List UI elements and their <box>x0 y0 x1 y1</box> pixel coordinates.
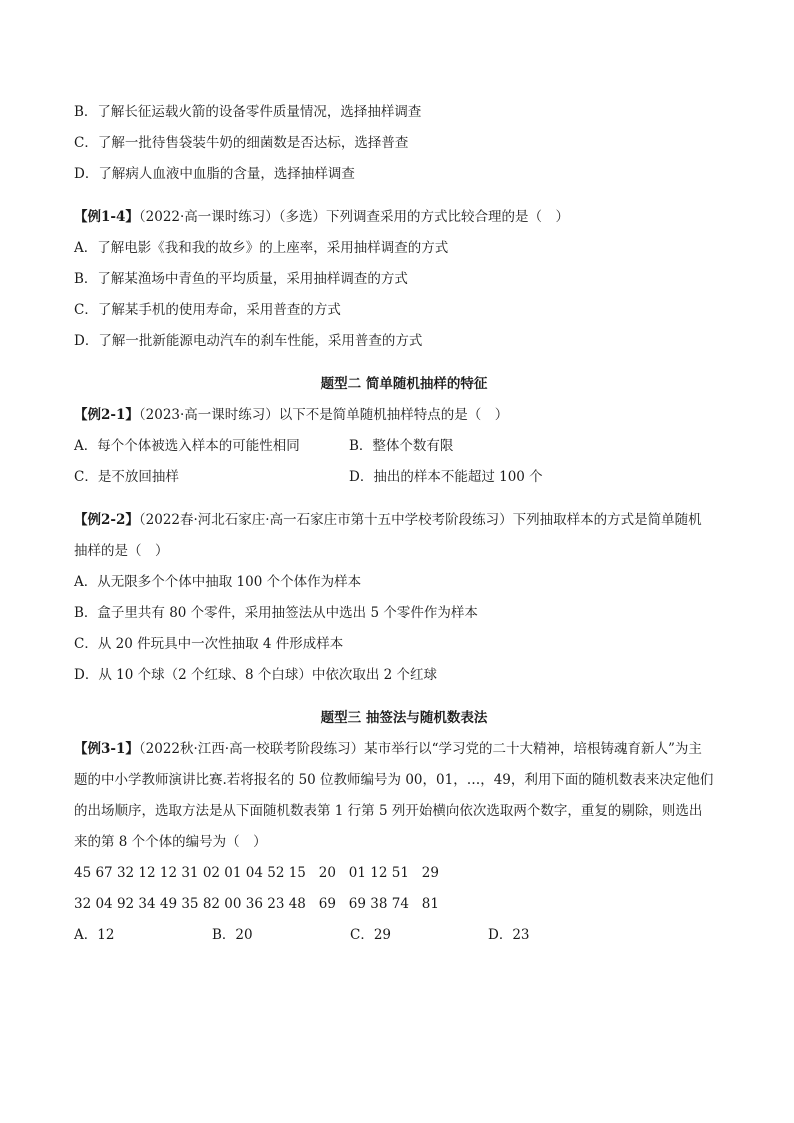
question-stem-line-4: 来的第 8 个个体的编号为（ ） <box>74 834 267 850</box>
example-tag: 【例3-1】 <box>74 741 139 757</box>
option-c: C．29 <box>350 927 392 943</box>
random-number-table-row-2: 32 04 92 34 49 35 82 00 36 23 48 69 69 38 74 81 <box>74 896 439 912</box>
example-2-2 <box>74 505 734 691</box>
example-tag: 【例1-4】 <box>74 209 139 225</box>
options-row <box>74 920 734 951</box>
option-b: B．20 <box>212 927 253 943</box>
section-heading-2: 题型二 简单随机抽样的特征 <box>320 376 488 392</box>
question-stem-continued: 抽样的是（ ） <box>74 543 169 559</box>
question-stem <box>74 505 734 536</box>
random-number-table-row-1: 45 67 32 12 12 31 02 01 04 52 15 20 01 12 51 29 <box>74 865 439 881</box>
question-stem <box>74 202 734 233</box>
option-a: A．12 <box>74 927 115 943</box>
question-stem <box>74 400 734 431</box>
question-stem-line-2: 题的中小学教师演讲比赛.若将报名的 50 位教师编号为 00，01，…，49，利用下面的随机数表来决定他们 <box>74 772 714 788</box>
stem-text: （2022秋·江西·高一校联考阶段练习）某市举行以“学习党的二十大精神，培根铸魂育新人”为主 <box>138 741 702 757</box>
stem-text: （2022春·河北石家庄·高一石家庄市第十五中学校考阶段练习）下列抽取样本的方式是简单随机 <box>138 512 702 528</box>
example-3-1 <box>74 734 734 951</box>
option-d: D．了解病人血液中血脂的含量，选择抽样调查 <box>74 166 355 182</box>
option-d: D．抽出的样本不能超过 100 个 <box>349 469 543 485</box>
question-stem-line-3: 的出场顺序，选取方法是从下面随机数表第 1 行第 5 列开始横向依次选取两个数字，重复的剔除，则选出 <box>74 803 703 819</box>
option-a: A．了解电影《我和我的故乡》的上座率，采用抽样调查的方式 <box>74 240 449 256</box>
option-c: C．了解一批待售袋装牛奶的细菌数是否达标，选择普查 <box>74 135 409 151</box>
option-c: C．了解某手机的使用寿命，采用普查的方式 <box>74 302 341 318</box>
stem-text: （2023·高一课时练习）以下不是简单随机抽样特点的是（ ） <box>138 407 509 423</box>
question-stem <box>74 734 734 765</box>
option-d: D．从 10 个球（2 个红球、8 个白球）中依次取出 2 个红球 <box>74 667 438 683</box>
option-d: D．23 <box>488 927 530 943</box>
option-b: B．盒子里共有 80 个零件，采用抽签法从中选出 5 个零件作为样本 <box>74 605 478 621</box>
option-b: B．了解某渔场中青鱼的平均质量，采用抽样调查的方式 <box>74 271 408 287</box>
example-1-4 <box>74 202 734 357</box>
example-tag: 【例2-1】 <box>74 407 139 423</box>
document-page <box>74 97 734 951</box>
stem-text: （2022·高一课时练习）（多选）下列调查采用的方式比较合理的是（ ） <box>138 209 570 225</box>
option-a: A．从无限多个个体中抽取 100 个个体作为样本 <box>74 574 362 590</box>
example-tag: 【例2-2】 <box>74 512 139 528</box>
options-row-1 <box>74 431 734 462</box>
section-heading-3: 题型三 抽签法与随机数表法 <box>320 710 488 726</box>
option-b: B．整体个数有限 <box>349 438 454 454</box>
option-b: B．了解长征运载火箭的设备零件质量情况，选择抽样调查 <box>74 104 422 120</box>
example-2-1 <box>74 400 734 493</box>
option-c: C．从 20 件玩具中一次性抽取 4 件形成样本 <box>74 636 344 652</box>
option-a: A．每个个体被选入样本的可能性相同 <box>74 438 300 454</box>
option-d: D．了解一批新能源电动汽车的刹车性能，采用普查的方式 <box>74 333 423 349</box>
option-c: C．是不放回抽样 <box>74 469 179 485</box>
previous-question-options <box>74 97 734 190</box>
options-row-2 <box>74 462 734 493</box>
